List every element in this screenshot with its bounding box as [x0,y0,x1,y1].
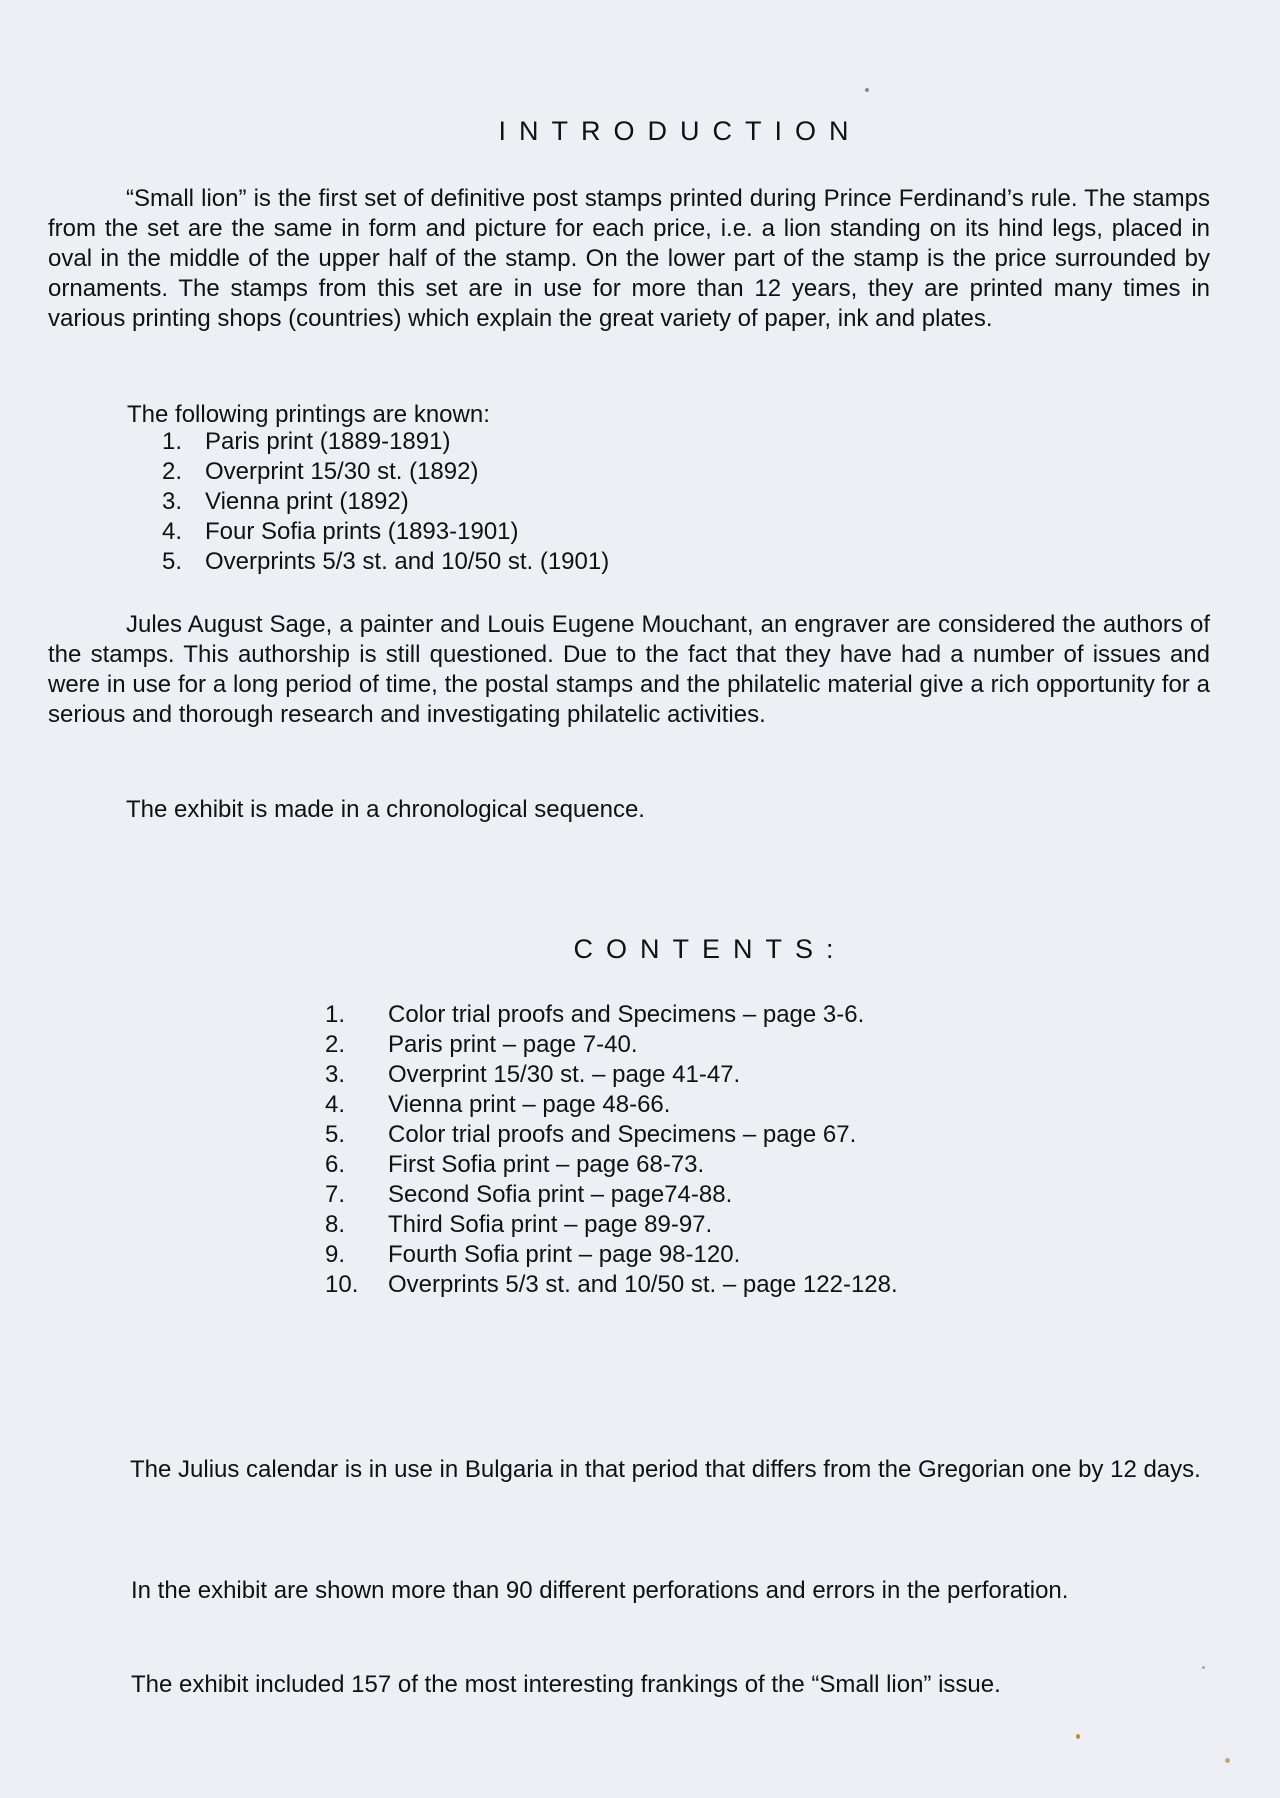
frankings-note: The exhibit included 157 of the most interesting frankings of the “Small lion” issue. [131,1671,1001,1698]
list-item [162,517,609,547]
paper-speck [1225,1758,1230,1763]
contents-item [325,1240,898,1270]
list-item [162,547,609,577]
list-item-text: Vienna print (1892) [205,488,409,515]
intro-paragraph-1-text: “Small lion” is the first set of definitive post stamps printed during Prince Ferdinand’s rule. The stamps from the set are the same in form and picture for each price, i.e. a lion standing on its hind legs, placed in oval in the middle of the upper half of the stamp. On the lower part of the stamp is the price surrounded by ornaments. The stamps from this set are in use for more than 12 years, they are printed many times in various printing shops (countries) which explain the great variety of paper, ink and plates. [48,185,1210,332]
contents-item [325,1120,898,1150]
calendar-note-text: The Julius calendar is in use in Bulgaria in that period that differs from the Gregorian one by 12 days. [130,1456,1201,1483]
contents-item-number: 1. [325,1001,346,1028]
intro-paragraph-1 [48,184,1210,334]
contents-item [325,1060,898,1090]
contents-item [325,1090,898,1120]
contents-item-text: Overprints 5/3 st. and 10/50 st. – page 122-128. [388,1271,898,1298]
list-item-text: Paris print (1889-1891) [205,428,451,455]
contents-item [325,1150,898,1180]
contents-item-text: Overprint 15/30 st. – page 41-47. [388,1061,741,1088]
contents-heading: CONTENTS: [573,934,847,964]
paper-speck [1202,1666,1205,1669]
contents-item-number: 2. [325,1031,346,1058]
contents-item-number: 3. [325,1061,346,1088]
contents-list [325,1000,898,1300]
contents-item [325,1180,898,1210]
list-item [162,487,609,517]
contents-item-text: Paris print – page 7-40. [388,1031,638,1058]
list-item-number: 3. [162,488,183,515]
contents-item-number: 9. [325,1241,346,1268]
calendar-note [52,1455,1214,1485]
contents-item-number: 10. [325,1271,359,1298]
intro-paragraph-2-text: Jules August Sage, a painter and Louis Eugene Mouchant, an engraver are considered the authors of the stamps. This authorship is still questioned. Due to the fact that they have had a number of issues and were in use for a long period of time, the postal stamps and the philatelic material give a rich opportunity for a serious and thorough research and investigating philatelic activities. [48,611,1210,728]
contents-item [325,1210,898,1240]
contents-item-number: 5. [325,1121,346,1148]
contents-item [325,1030,898,1060]
contents-item-text: Color trial proofs and Specimens – page 3-6. [388,1001,865,1028]
contents-item-text: Fourth Sofia print – page 98-120. [388,1241,741,1268]
perforations-note: In the exhibit are shown more than 90 different perforations and errors in the perforation. [131,1577,1069,1604]
printings-list [162,427,609,577]
list-item-number: 5. [162,548,183,575]
list-item-number: 1. [162,428,183,455]
contents-item-number: 8. [325,1211,346,1238]
paper-speck [865,88,869,92]
contents-item-number: 7. [325,1181,346,1208]
list-item-text: Overprint 15/30 st. (1892) [205,458,479,485]
intro-paragraph-3 [48,795,1210,825]
list-item [162,427,609,457]
list-item-number: 4. [162,518,183,545]
contents-item-text: Third Sofia print – page 89-97. [388,1211,713,1238]
contents-item-text: Color trial proofs and Specimens – page 67. [388,1121,857,1148]
contents-item-text: Vienna print – page 48-66. [388,1091,671,1118]
paper-speck [1076,1734,1080,1739]
contents-item-number: 6. [325,1151,346,1178]
list-item [162,457,609,487]
contents-item [325,1270,898,1300]
list-item-text: Four Sofia prints (1893-1901) [205,518,519,545]
introduction-heading: INTRODUCTION [498,116,862,146]
list-item-number: 2. [162,458,183,485]
contents-item-text: First Sofia print – page 68-73. [388,1151,705,1178]
contents-item-text: Second Sofia print – page74-88. [388,1181,733,1208]
contents-item [325,1000,898,1030]
printings-intro: The following printings are known: [127,401,490,428]
intro-paragraph-2 [48,610,1210,730]
intro-paragraph-3-text: The exhibit is made in a chronological sequence. [126,796,645,823]
list-item-text: Overprints 5/3 st. and 10/50 st. (1901) [205,548,610,575]
contents-item-number: 4. [325,1091,346,1118]
